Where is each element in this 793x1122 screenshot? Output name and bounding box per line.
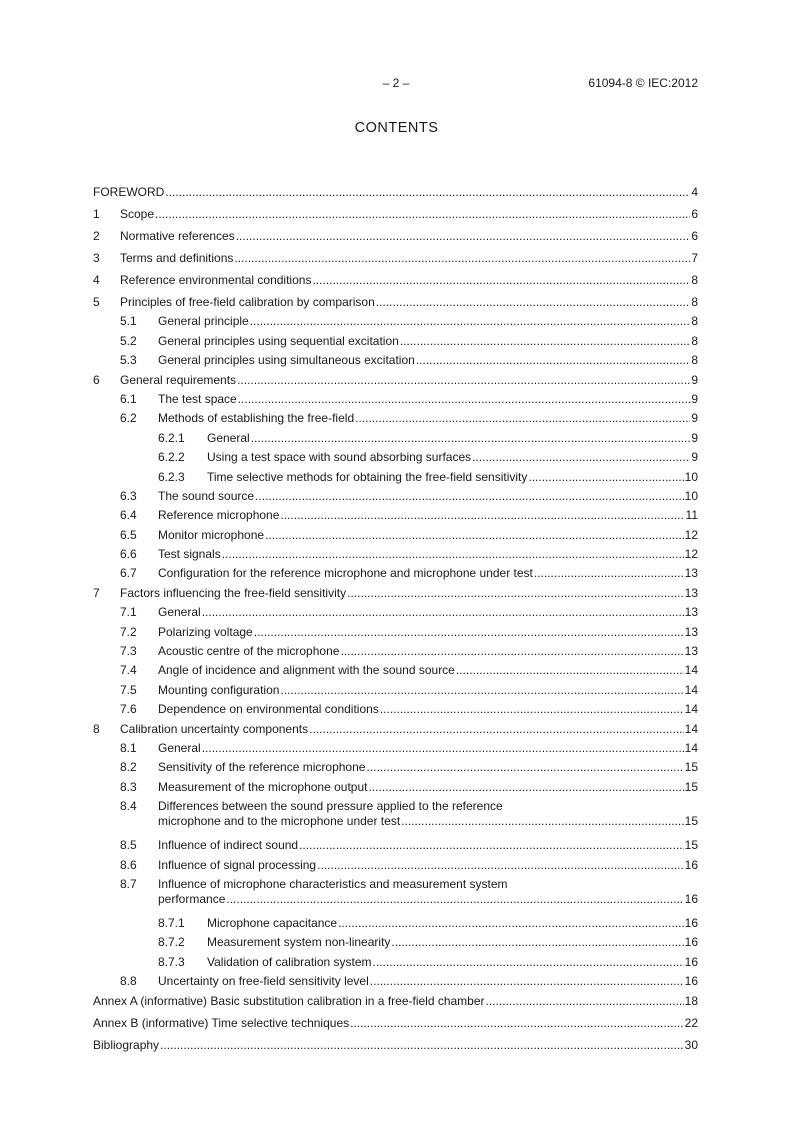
dot-leader xyxy=(309,722,684,737)
toc-entry[interactable] xyxy=(93,547,698,566)
toc-entry[interactable] xyxy=(93,780,698,799)
toc-entry-page: 16 xyxy=(684,935,698,950)
toc-entry-title: Time selective methods for obtaining the free-field sensitivity xyxy=(207,469,528,484)
dot-leader xyxy=(380,702,684,717)
toc-entry-page: 10 xyxy=(684,469,698,484)
toc-entry[interactable] xyxy=(93,994,698,1016)
toc-entry[interactable] xyxy=(93,858,698,877)
toc-entry-title: Bibliography xyxy=(93,1037,160,1052)
toc-entry-page: 30 xyxy=(684,1037,698,1052)
toc-entry-title: General xyxy=(158,605,201,620)
toc-entry[interactable] xyxy=(93,702,698,721)
toc-entry[interactable] xyxy=(93,431,698,450)
dot-leader xyxy=(265,528,684,543)
toc-entry-page: 14 xyxy=(684,721,698,736)
toc-entry[interactable] xyxy=(93,974,698,993)
dot-leader xyxy=(254,625,684,640)
toc-entry-number: 8.2 xyxy=(120,760,137,775)
toc-entry-number: 8.6 xyxy=(120,857,137,872)
toc-entry-number: 3 xyxy=(93,251,100,265)
toc-entry-number: 6 xyxy=(93,372,100,387)
toc-entry-page: 15 xyxy=(684,760,698,775)
toc-entry[interactable] xyxy=(93,295,698,314)
toc-entry-page: 16 xyxy=(684,954,698,969)
toc-entry-page: 16 xyxy=(684,974,698,989)
toc-entry-number: 8.7 xyxy=(120,876,137,891)
toc-entry[interactable] xyxy=(93,489,698,508)
toc-entry-title: Mounting configuration xyxy=(158,682,280,697)
dot-leader xyxy=(355,411,690,426)
toc-entry[interactable] xyxy=(93,273,698,295)
toc-entry[interactable] xyxy=(93,392,698,411)
toc-entry-page: 6 xyxy=(691,229,698,243)
toc-entry-title: General requirements xyxy=(120,372,237,387)
toc-entry-number: 6.3 xyxy=(120,488,137,503)
dot-leader xyxy=(391,935,683,950)
toc-entry-page: 9 xyxy=(691,450,698,465)
toc-entry-page: 8 xyxy=(691,295,698,309)
toc-entry-title: Acoustic centre of the microphone xyxy=(158,644,340,659)
toc-entry-page: 4 xyxy=(691,185,698,199)
toc-entry-title: Annex A (informative) Basic substitution calibration in a free-field chamber xyxy=(93,993,485,1008)
toc-entry[interactable] xyxy=(93,528,698,547)
dot-leader xyxy=(376,295,691,310)
dot-leader xyxy=(456,663,684,678)
toc-entry-page: 10 xyxy=(684,488,698,503)
toc-entry-number: 7.4 xyxy=(120,663,137,678)
toc-entry-page: 9 xyxy=(691,391,698,406)
toc-entry-number: 5.2 xyxy=(120,333,137,348)
toc-entry-title: Validation of calibration system xyxy=(207,954,372,969)
toc-entry-number: 5.3 xyxy=(120,353,137,368)
toc-entry-title: Monitor microphone xyxy=(158,527,265,542)
dot-leader xyxy=(280,508,684,523)
toc-entry-page: 11 xyxy=(685,508,698,523)
toc-entry-number: 6.2.1 xyxy=(158,430,185,445)
toc-entry[interactable] xyxy=(93,644,698,663)
toc-entry-title: Influence of signal processing xyxy=(158,857,317,872)
toc-entry-number: 8.7.3 xyxy=(158,954,185,969)
toc-entry[interactable] xyxy=(93,207,698,229)
toc-entry-title: The sound source xyxy=(158,488,255,503)
toc-entry-number: 6.2.2 xyxy=(158,450,185,465)
toc-entry-title: Measurement system non-linearity xyxy=(207,935,391,950)
toc-entry-number: 7.2 xyxy=(120,624,137,639)
toc-entry-title-line1: Influence of microphone characteristics and measurement system xyxy=(158,876,508,891)
toc-entry[interactable] xyxy=(93,683,698,702)
toc-entry-number: 7.6 xyxy=(120,702,137,717)
toc-entry-page: 15 xyxy=(684,838,698,853)
dot-leader xyxy=(160,1038,684,1053)
toc-entry-number: 7 xyxy=(93,585,100,600)
dot-leader xyxy=(416,353,691,368)
toc-entry[interactable] xyxy=(93,799,698,838)
toc-entry-title: General xyxy=(207,430,250,445)
toc-entry-page: 13 xyxy=(684,605,698,620)
dot-leader xyxy=(202,605,684,620)
toc-entry-title: Reference microphone xyxy=(158,508,280,523)
toc-entry[interactable] xyxy=(93,566,698,585)
toc-entry[interactable] xyxy=(93,314,698,333)
dot-leader xyxy=(234,251,690,266)
toc-entry-title: Normative references xyxy=(120,229,235,243)
dot-leader xyxy=(202,741,684,756)
toc-entry[interactable] xyxy=(93,605,698,624)
toc-entry-title: Influence of indirect sound xyxy=(158,838,299,853)
toc-entry-number: 6.7 xyxy=(120,566,137,581)
dot-leader xyxy=(347,586,684,601)
toc-entry[interactable] xyxy=(93,877,698,916)
dot-leader xyxy=(280,683,683,698)
toc-entry-number: 8.4 xyxy=(120,799,137,814)
dot-leader xyxy=(528,470,683,485)
toc-entry-title: General xyxy=(158,740,201,755)
toc-entry-title: Uncertainty on free-field sensitivity level xyxy=(158,974,369,989)
toc-entry-number: 1 xyxy=(93,207,100,221)
toc-entry-page: 15 xyxy=(684,814,698,829)
toc-entry-title: FOREWORD xyxy=(93,185,165,199)
toc-entry[interactable] xyxy=(93,229,698,251)
toc-entry-title: Configuration for the reference microphone and microphone under test xyxy=(158,566,533,581)
toc-entry[interactable] xyxy=(93,741,698,760)
toc-entry-page: 14 xyxy=(684,740,698,755)
toc-entry-page: 7 xyxy=(691,251,698,265)
toc-entry[interactable] xyxy=(93,1038,698,1060)
toc-entry-number: 2 xyxy=(93,229,100,243)
dot-leader xyxy=(366,760,683,775)
dot-leader xyxy=(400,334,691,349)
toc-entry-number: 8.1 xyxy=(120,740,137,755)
toc-entry-page: 9 xyxy=(691,430,698,445)
dot-leader xyxy=(401,814,683,829)
toc-entry-number: 6.1 xyxy=(120,391,137,406)
toc-entry-page: 13 xyxy=(684,624,698,639)
toc-entry-number: 6.2 xyxy=(120,411,137,426)
dot-leader xyxy=(250,314,691,329)
toc-entry-title-line1: Differences between the sound pressure applied to the reference xyxy=(158,799,503,814)
toc-entry-page: 22 xyxy=(684,1015,698,1030)
toc-entry-number: 7.3 xyxy=(120,644,137,659)
toc-entry-number: 5 xyxy=(93,295,100,309)
toc-entry-page: 16 xyxy=(684,857,698,872)
toc-entry-page: 18 xyxy=(684,993,698,1008)
toc-entry[interactable] xyxy=(93,251,698,273)
toc-entry[interactable] xyxy=(93,955,698,974)
toc-entry-page: 8 xyxy=(691,353,698,368)
toc-entry-title: Measurement of the microphone output xyxy=(158,779,368,794)
dot-leader xyxy=(340,644,683,659)
toc-entry-number: 8.8 xyxy=(120,974,137,989)
toc-entry-number: 6.5 xyxy=(120,527,137,542)
toc-entry-number: 8.7.1 xyxy=(158,915,185,930)
toc-entry-page: 6 xyxy=(691,207,698,221)
toc-entry-title: Principles of free-field calibration by comparison xyxy=(120,295,375,309)
toc-entry[interactable] xyxy=(93,353,698,372)
toc-entry[interactable] xyxy=(93,722,698,741)
toc-entry-title: Microphone capacitance xyxy=(207,915,338,930)
dot-leader xyxy=(237,373,690,388)
toc-entry-page: 8 xyxy=(691,273,698,287)
toc-entry-page: 14 xyxy=(684,702,698,717)
dot-leader xyxy=(222,547,684,562)
toc-entry-page: 16 xyxy=(684,915,698,930)
toc-entry-title: Factors influencing the free-field sensitivity xyxy=(120,585,347,600)
dot-leader xyxy=(472,450,690,465)
toc-entry-page: 9 xyxy=(691,411,698,426)
toc-entry[interactable] xyxy=(93,373,698,392)
toc-entry-page: 15 xyxy=(684,779,698,794)
toc-entry-number: 8.7.2 xyxy=(158,935,185,950)
toc-entry[interactable] xyxy=(93,508,698,527)
toc-entry-number: 7.5 xyxy=(120,682,137,697)
toc-entry-page: 12 xyxy=(684,547,698,562)
toc-entry-number: 8.5 xyxy=(120,838,137,853)
toc-entry-title: General principles using simultaneous excitation xyxy=(158,353,415,368)
toc-entry-page: 14 xyxy=(684,663,698,678)
toc-entry-title: microphone and to the microphone under test xyxy=(158,814,401,829)
toc-entry-title: Polarizing voltage xyxy=(158,624,253,639)
toc-entry[interactable] xyxy=(93,838,698,857)
toc-entry-title: Sensitivity of the reference microphone xyxy=(158,760,366,775)
dot-leader xyxy=(370,974,684,989)
toc-entry-title: Dependence on environmental conditions xyxy=(158,702,379,717)
page-number: – 2 – xyxy=(382,76,410,90)
page-title: CONTENTS xyxy=(354,120,439,136)
toc-entry-page: 14 xyxy=(684,682,698,697)
toc-entry-number: 6.2.3 xyxy=(158,469,185,484)
toc-entry-page: 13 xyxy=(684,585,698,600)
toc-entry-title: Methods of establishing the free-field xyxy=(158,411,355,426)
toc-entry[interactable] xyxy=(93,334,698,353)
toc-entry-number: 8 xyxy=(93,721,100,736)
toc-entry-title: The test space xyxy=(158,391,237,406)
dot-leader xyxy=(373,955,684,970)
toc-entry-number: 7.1 xyxy=(120,605,137,620)
toc-entry-number: 6.4 xyxy=(120,508,137,523)
toc-entry[interactable] xyxy=(93,1016,698,1038)
toc-entry-number: 6.6 xyxy=(120,547,137,562)
toc-entry[interactable] xyxy=(93,916,698,935)
dot-leader xyxy=(255,489,684,504)
toc-entry[interactable] xyxy=(93,450,698,469)
toc-entry-title: performance xyxy=(158,891,226,906)
dot-leader xyxy=(312,273,690,288)
dot-leader xyxy=(338,916,684,931)
dot-leader xyxy=(299,838,684,853)
page-header xyxy=(0,76,793,92)
toc-entry[interactable] xyxy=(93,586,698,605)
toc-entry-title: Test signals xyxy=(158,547,221,562)
toc-entry-page: 13 xyxy=(684,566,698,581)
toc-entry[interactable] xyxy=(93,411,698,430)
dot-leader xyxy=(226,892,683,907)
toc-entry-page: 13 xyxy=(684,644,698,659)
dot-leader xyxy=(165,185,690,200)
dot-leader xyxy=(251,431,691,446)
dot-leader xyxy=(486,994,684,1009)
toc-entry-page: 8 xyxy=(691,314,698,329)
toc-entry[interactable] xyxy=(93,470,698,489)
toc-entry[interactable] xyxy=(93,663,698,682)
document-reference: 61094-8 © IEC:2012 xyxy=(588,76,698,90)
toc-entry[interactable] xyxy=(93,760,698,779)
toc-entry-number: 8.3 xyxy=(120,779,137,794)
dot-leader xyxy=(534,566,684,581)
toc-entry-title: General principles using sequential excitation xyxy=(158,333,399,348)
dot-leader xyxy=(238,392,691,407)
toc-entry-page: 9 xyxy=(691,372,698,387)
dot-leader xyxy=(236,229,691,244)
toc-entry-number: 4 xyxy=(93,273,100,287)
toc-entry[interactable] xyxy=(93,935,698,954)
toc-entry[interactable] xyxy=(93,625,698,644)
toc-entry-title: Scope xyxy=(120,207,155,221)
table-of-contents xyxy=(93,185,698,1060)
toc-entry-title: General principle xyxy=(158,314,249,329)
toc-entry-number: 5.1 xyxy=(120,314,137,329)
toc-entry-page: 8 xyxy=(691,333,698,348)
toc-entry-title: Calibration uncertainty components xyxy=(120,721,309,736)
dot-leader xyxy=(317,858,684,873)
toc-entry-title: Terms and definitions xyxy=(120,251,234,265)
dot-leader xyxy=(368,780,683,795)
dot-leader xyxy=(155,207,690,222)
toc-entry-page: 16 xyxy=(684,891,698,906)
toc-entry-title: Reference environmental conditions xyxy=(120,273,312,287)
toc-entry-title: Using a test space with sound absorbing surfaces xyxy=(207,450,472,465)
dot-leader xyxy=(350,1016,684,1031)
toc-entry[interactable] xyxy=(93,185,698,207)
toc-entry-title: Annex B (informative) Time selective techniques xyxy=(93,1015,350,1030)
toc-entry-page: 12 xyxy=(684,527,698,542)
toc-entry-title: Angle of incidence and alignment with the sound source xyxy=(158,663,455,678)
